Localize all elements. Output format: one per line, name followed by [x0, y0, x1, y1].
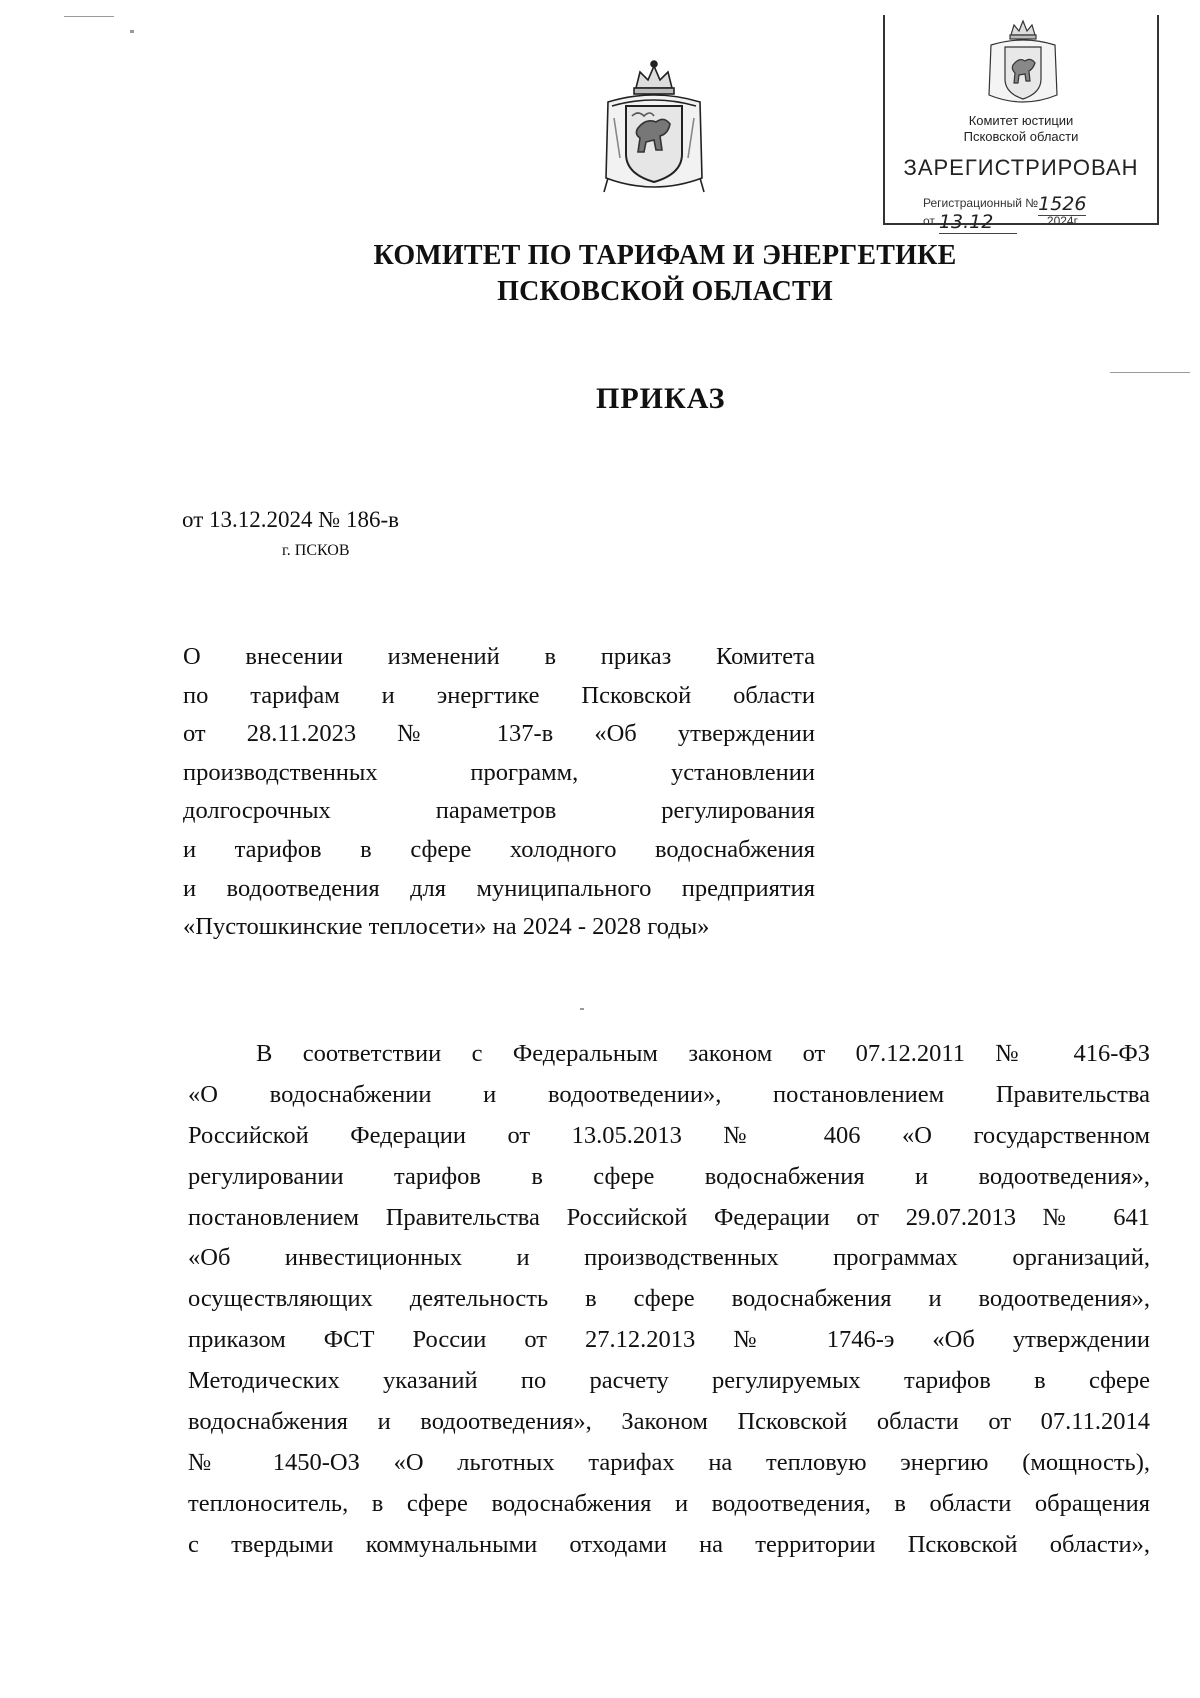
subject-line: О внесении изменений в приказ Комитета	[183, 643, 815, 670]
body-line: «О водоснабжении и водоотведении», постановлением Правительства	[188, 1080, 1150, 1108]
document-city: г. ПСКОВ	[282, 542, 350, 559]
body-line: с твердыми коммунальными отходами на территории Псковской области»,	[188, 1530, 1150, 1558]
document-body-paragraph	[188, 1034, 1150, 1566]
document-type-title: ПРИКАЗ	[596, 382, 726, 415]
stamp-date-prefix: от	[923, 214, 935, 228]
stamp-registration-label: Регистрационный №	[923, 196, 1039, 210]
stamp-organization-line1: Комитет юстиции	[968, 113, 1074, 128]
stamp-date-row	[923, 211, 1080, 234]
coat-of-arms-emblem	[598, 58, 710, 198]
organization-title-line2: ПСКОВСКОЙ ОБЛАСТИ	[497, 276, 833, 307]
subject-line: и тарифов в сфере холодного водоснабжения	[183, 835, 815, 863]
registration-stamp	[883, 15, 1159, 233]
subject-line: и водоотведения для муниципального предприятия	[183, 874, 815, 902]
subject-line: долгосрочных параметров регулирования	[183, 797, 815, 825]
body-line: приказом ФСТ России от 27.12.2013 № 1746-э «Об утверждении	[188, 1326, 1150, 1354]
body-line: Методических указаний по расчету регулируемых тарифов в сфере	[188, 1367, 1150, 1395]
scan-mark	[64, 16, 114, 17]
subject-line: «Пустошкинские теплосети» на 2024 - 2028 годы»	[183, 913, 710, 941]
body-line: В соответствии с Федеральным законом от 07.12.2011 № 416-ФЗ	[256, 1040, 1150, 1067]
subject-line: производственных программ, установлении	[183, 758, 815, 786]
subject-line: от 28.11.2023 № 137-в «Об утверждении	[183, 720, 815, 748]
stamp-registration-number: 1526	[1038, 193, 1087, 215]
body-line: теплоноситель, в сфере водоснабжения и водоотведения, в области обращения	[188, 1489, 1150, 1517]
organization-title-line1: КОМИТЕТ ПО ТАРИФАМ И ЭНЕРГЕТИКЕ	[373, 240, 957, 271]
stamp-status: ЗАРЕГИСТРИРОВАН	[903, 155, 1139, 180]
stamp-registration-date: 13.12	[939, 211, 1017, 234]
scan-mark	[580, 1008, 584, 1010]
document-date-number: от 13.12.2024 № 186-в	[182, 507, 399, 532]
document-subject	[183, 638, 815, 947]
body-line: осуществляющих деятельность в сфере водоснабжения и водоотведения»,	[188, 1285, 1150, 1313]
body-line: Российской Федерации от 13.05.2013 № 406 «О государственном	[188, 1121, 1150, 1149]
body-line: № 1450-ОЗ «О льготных тарифах на тепловую энергию (мощность),	[188, 1448, 1150, 1476]
body-line: постановлением Правительства Российской Федерации от 29.07.2013 № 641	[188, 1203, 1150, 1231]
stamp-organization-line2: Псковской области	[963, 129, 1079, 144]
scan-mark	[130, 30, 134, 33]
scan-mark	[1110, 372, 1190, 373]
body-line: водоснабжения и водоотведения», Законом Псковской области от 07.11.2014	[188, 1408, 1150, 1436]
subject-line: по тарифам и энергтике Псковской области	[183, 681, 815, 709]
stamp-coat-of-arms-icon	[985, 17, 1061, 111]
stamp-year: 2024г.	[1046, 214, 1080, 228]
body-line: регулировании тарифов в сфере водоснабжения и водоотведения»,	[188, 1162, 1150, 1190]
body-line: «Об инвестиционных и производственных программах организаций,	[188, 1244, 1150, 1272]
